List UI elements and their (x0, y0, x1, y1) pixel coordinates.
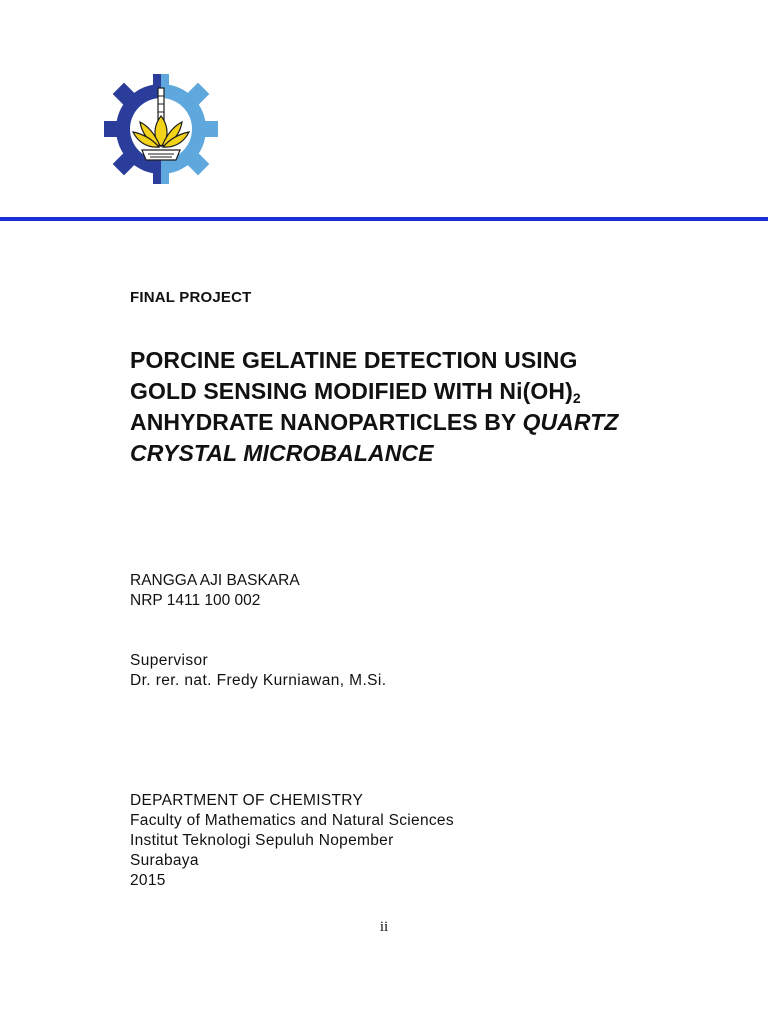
title-line-1: PORCINE GELATINE DETECTION USING (130, 347, 578, 373)
title-line-4 (130, 438, 740, 469)
its-institution-emblem-icon (100, 72, 222, 186)
title-line-3-text: ANHYDRATE NANOPARTICLES BY (130, 409, 523, 435)
city-name: Surabaya (130, 852, 199, 869)
page-number: ii (379, 919, 389, 935)
university-name: Institut Teknologi Sepuluh Nopember (130, 832, 394, 849)
department-name: DEPARTMENT OF CHEMISTRY (130, 792, 364, 809)
title-line-3 (130, 407, 740, 438)
supervisor-name: Dr. rer. nat. Fredy Kurniawan, M.Si. (130, 672, 387, 689)
publication-year: 2015 (130, 872, 166, 889)
header-divider (0, 217, 768, 221)
document-title (130, 345, 740, 469)
title-line-2-text: GOLD SENSING MODIFIED WITH Ni(OH) (130, 378, 573, 404)
title-line-3-italic: QUARTZ (522, 409, 619, 435)
institution-block (130, 791, 454, 891)
title-line-2-subscript: 2 (572, 390, 581, 406)
supervisor-label: Supervisor (130, 652, 209, 669)
supervisor-block (130, 651, 386, 691)
title-line-4-italic: CRYSTAL MICROBALANCE (130, 440, 434, 466)
document-type-label: FINAL PROJECT (130, 289, 252, 306)
author-nrp: NRP 1411 100 002 (130, 592, 261, 609)
faculty-name: Faculty of Mathematics and Natural Sciences (130, 812, 454, 829)
author-block (130, 571, 300, 611)
author-name: RANGGA AJI BASKARA (130, 572, 300, 589)
title-line-2 (130, 376, 740, 407)
